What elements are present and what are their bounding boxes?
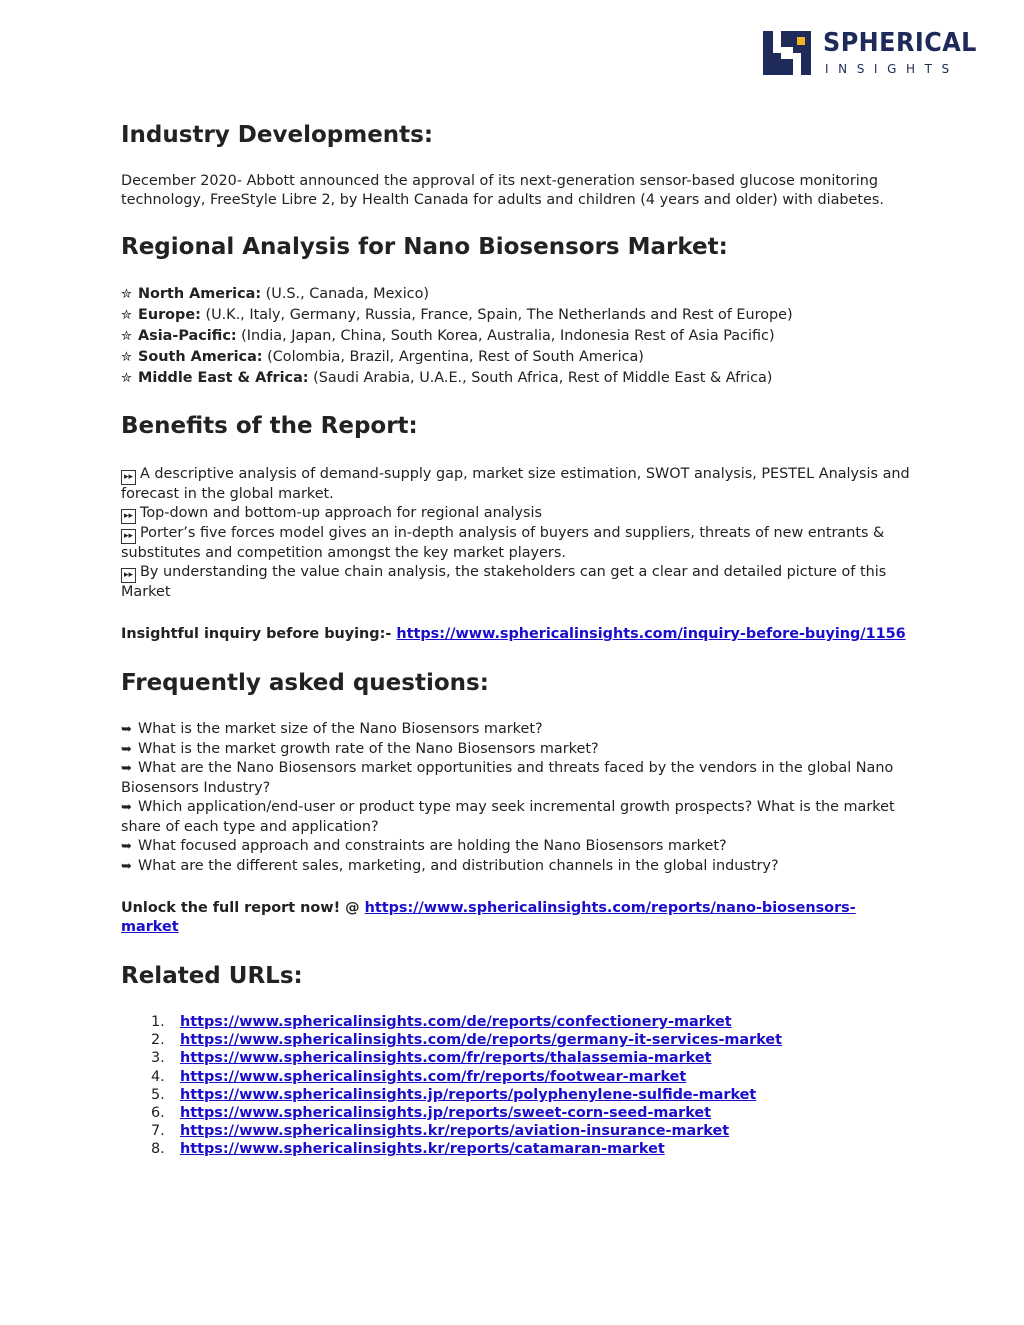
regional-heading: Regional Analysis for Nano Biosensors Market:	[121, 234, 728, 260]
list-number: 5.	[151, 1086, 165, 1103]
arrow-bullet-icon: ➥	[121, 839, 132, 854]
unlock-link[interactable]: https://www.sphericalinsights.com/reports/nano-biosensors-market	[121, 900, 856, 935]
benefits-heading: Benefits of the Report:	[121, 413, 418, 439]
related-url-item	[121, 1068, 911, 1086]
region-item	[121, 368, 911, 389]
fast-forward-icon: ▸▸	[121, 529, 136, 544]
faq-text: What focused approach and constraints are holding the Nano Biosensors market?	[138, 838, 727, 854]
star-bullet-icon: ✮	[121, 287, 132, 302]
region-item	[121, 347, 911, 368]
arrow-bullet-icon: ➥	[121, 800, 132, 815]
related-url-link[interactable]: https://www.sphericalinsights.com/de/reports/germany-it-services-market	[180, 1032, 783, 1049]
star-bullet-icon: ✮	[121, 308, 132, 323]
faq-item	[121, 740, 911, 760]
star-bullet-icon: ✮	[121, 371, 132, 386]
region-label: South America:	[138, 349, 263, 365]
benefit-text: By understanding the value chain analysis, the stakeholders can get a clear and detailed picture of this Market	[121, 564, 887, 600]
faq-item	[121, 759, 911, 798]
faq-list	[121, 720, 911, 876]
faq-text: What is the market growth rate of the Nano Biosensors market?	[138, 740, 599, 757]
benefit-item	[121, 465, 911, 504]
unlock-line	[121, 899, 911, 937]
list-number: 6.	[151, 1105, 165, 1122]
regional-list	[121, 284, 911, 389]
faq-item	[121, 837, 911, 857]
logo-subtitle: INSIGHTS	[825, 62, 959, 76]
benefits-list	[121, 465, 911, 602]
related-url-item	[121, 1031, 911, 1049]
document-body	[121, 118, 911, 1159]
faq-item	[121, 798, 911, 837]
logo-title: SPHERICAL	[823, 28, 977, 58]
faq-text: What are the Nano Biosensors market opportunities and threats faced by the vendors in the global Nano Biosensors Industry?	[121, 760, 894, 796]
inquiry-link[interactable]: https://www.sphericalinsights.com/inquiry-before-buying/1156	[396, 626, 906, 642]
region-item	[121, 326, 911, 347]
star-bullet-icon: ✮	[121, 329, 132, 344]
faq-item	[121, 720, 911, 740]
list-number: 3.	[151, 1050, 165, 1067]
benefit-text: Top-down and bottom-up approach for regional analysis	[140, 505, 543, 521]
faq-heading: Frequently asked questions:	[121, 670, 489, 696]
region-detail: (India, Japan, China, South Korea, Australia, Indonesia Rest of Asia Pacific)	[236, 328, 775, 344]
related-url-item	[121, 1013, 911, 1031]
unlock-label: Unlock the full report now! @	[121, 900, 365, 916]
faq-text: What is the market size of the Nano Biosensors market?	[138, 721, 543, 737]
related-url-link[interactable]: https://www.sphericalinsights.com/fr/reports/footwear-market	[180, 1068, 687, 1085]
fast-forward-icon: ▸▸	[121, 470, 136, 485]
region-label: Europe:	[138, 307, 201, 323]
region-detail: (U.S., Canada, Mexico)	[261, 286, 430, 302]
industry-text: December 2020- Abbott announced the approval of its next-generation sensor-based glucose monitoring technology, FreeStyle Libre 2, by Health Canada for adults and children (4 years and older) with diabetes.	[121, 173, 884, 208]
arrow-bullet-icon: ➥	[121, 722, 132, 737]
faq-item	[121, 857, 911, 877]
list-number: 7.	[151, 1123, 165, 1140]
list-number: 8.	[151, 1141, 165, 1158]
spherical-insights-logo-mark	[763, 31, 811, 75]
related-url-link[interactable]: https://www.sphericalinsights.kr/reports/aviation-insurance-market	[180, 1123, 730, 1140]
benefit-item	[121, 563, 911, 602]
benefit-text: A descriptive analysis of demand-supply gap, market size estimation, SWOT analysis, PESTEL Analysis and forecast in the global market.	[121, 466, 910, 502]
inquiry-line	[121, 625, 911, 644]
arrow-bullet-icon: ➥	[121, 741, 132, 757]
region-label: Asia-Pacific:	[138, 328, 237, 344]
related-url-link[interactable]: https://www.sphericalinsights.jp/reports/sweet-corn-seed-market	[180, 1105, 712, 1122]
related-heading: Related URLs:	[121, 963, 303, 989]
region-item	[121, 284, 911, 305]
related-url-item	[121, 1140, 911, 1158]
region-item	[121, 305, 911, 326]
company-logo	[763, 30, 975, 78]
arrow-bullet-icon: ➥	[121, 761, 132, 776]
related-url-list	[121, 1013, 911, 1159]
region-detail: (Saudi Arabia, U.A.E., South Africa, Rest of Middle East & Africa)	[308, 370, 773, 386]
related-url-link[interactable]: https://www.sphericalinsights.kr/reports/catamaran-market	[180, 1141, 665, 1158]
fast-forward-icon: ▸▸	[121, 568, 136, 583]
arrow-bullet-icon: ➥	[121, 858, 132, 874]
related-url-link[interactable]: https://www.sphericalinsights.jp/reports/polyphenylene-sulfide-market	[180, 1086, 757, 1103]
list-number: 4.	[151, 1068, 165, 1085]
related-url-item	[121, 1122, 911, 1140]
faq-text: What are the different sales, marketing, and distribution channels in the global industry?	[138, 857, 779, 874]
benefit-text: Porter’s five forces model gives an in-depth analysis of buyers and suppliers, threats of new entrants & substitutes and competition amongst the key market players.	[121, 525, 885, 561]
industry-heading: Industry Developments:	[121, 122, 434, 148]
benefit-item	[121, 504, 911, 524]
benefit-item	[121, 524, 911, 563]
region-detail: (Colombia, Brazil, Argentina, Rest of South America)	[262, 349, 644, 365]
star-bullet-icon: ✮	[121, 350, 132, 365]
related-url-item	[121, 1086, 911, 1104]
related-url-item	[121, 1049, 911, 1067]
related-url-link[interactable]: https://www.sphericalinsights.com/fr/reports/thalassemia-market	[180, 1050, 712, 1067]
fast-forward-icon: ▸▸	[121, 509, 136, 524]
related-url-link[interactable]: https://www.sphericalinsights.com/de/reports/confectionery-market	[180, 1014, 732, 1030]
list-number: 2.	[151, 1032, 165, 1049]
faq-text: Which application/end-user or product type may seek incremental growth prospects? What is the market share of each type and application?	[121, 799, 895, 835]
region-label: North America:	[138, 286, 262, 302]
list-number: 1.	[151, 1014, 165, 1030]
related-url-item	[121, 1104, 911, 1122]
region-label: Middle East & Africa:	[138, 370, 309, 386]
region-detail: (U.K., Italy, Germany, Russia, France, Spain, The Netherlands and Rest of Europe)	[200, 307, 793, 323]
inquiry-label: Insightful inquiry before buying:-	[121, 626, 397, 642]
